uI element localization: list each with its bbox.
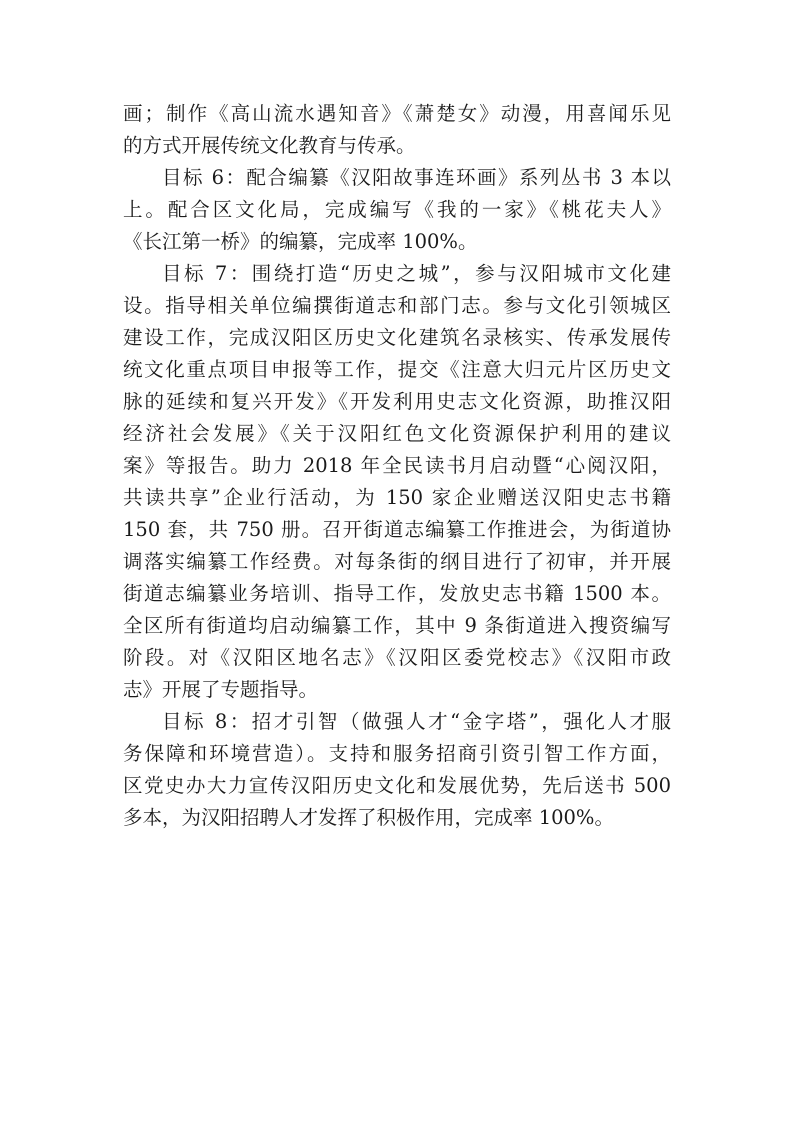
text-line: 《长江第一桥》的编纂，完成率 100%。	[123, 230, 478, 253]
text-line: 上。配合区文化局，完成编写《我的一家》《桃花夫人》	[123, 198, 671, 221]
document-body	[123, 98, 671, 834]
paragraph-intro-continued	[123, 98, 671, 162]
text-line: 阶段。对《汉阳区地名志》《汉阳区委党校志》《汉阳市政	[123, 646, 671, 669]
text-line: 街道志编纂业务培训、指导工作，发放史志书籍 1500 本。	[123, 582, 671, 605]
text-line: 建设工作，完成汉阳区历史文化建筑名录核实、传承发展传	[123, 326, 671, 349]
paragraph-goal-7	[123, 258, 671, 706]
text-line: 设。指导相关单位编撰街道志和部门志。参与文化引领城区	[123, 294, 671, 317]
text-line: 经济社会发展》《关于汉阳红色文化资源保护利用的建议	[123, 422, 671, 445]
paragraph-goal-8	[123, 706, 671, 834]
text-line: 目标 6：配合编纂《汉阳故事连环画》系列丛书 3 本以	[162, 166, 671, 189]
text-line: 的方式开展传统文化教育与传承。	[123, 134, 416, 157]
paragraph-goal-6	[123, 162, 671, 258]
text-line: 志》开展了专题指导。	[123, 678, 319, 701]
text-line: 区党史办大力宣传汉阳历史文化和发展优势，先后送书 500	[123, 774, 671, 797]
text-line: 脉的延续和复兴开发》《开发利用史志文化资源，助推汉阳	[123, 390, 671, 413]
text-line: 画；制作《高山流水遇知音》《萧楚女》动漫，用喜闻乐见	[123, 102, 671, 125]
text-line: 案》等报告。助力 2018 年全民读书月启动暨“心阅汉阳，	[123, 454, 671, 477]
text-line: 务保障和环境营造）。支持和服务招商引资引智工作方面，	[123, 742, 671, 765]
text-line: 共读共享”企业行活动，为 150 家企业赠送汉阳史志书籍	[123, 486, 671, 509]
text-line: 150 套，共 750 册。召开街道志编纂工作推进会，为街道协	[123, 518, 671, 541]
text-line: 全区所有街道均启动编纂工作，其中 9 条街道进入搜资编写	[123, 614, 671, 637]
text-line: 目标 8：招才引智（做强人才“金字塔”，强化人才服	[162, 710, 671, 733]
text-line: 多本，为汉阳招聘人才发挥了积极作用，完成率 100%。	[123, 806, 614, 829]
text-line: 目标 7：围绕打造“历史之城”，参与汉阳城市文化建	[162, 262, 671, 285]
text-line: 调落实编纂工作经费。对每条街的纲目进行了初审，并开展	[123, 550, 671, 573]
text-line: 统文化重点项目申报等工作，提交《注意大归元片区历史文	[123, 358, 671, 381]
